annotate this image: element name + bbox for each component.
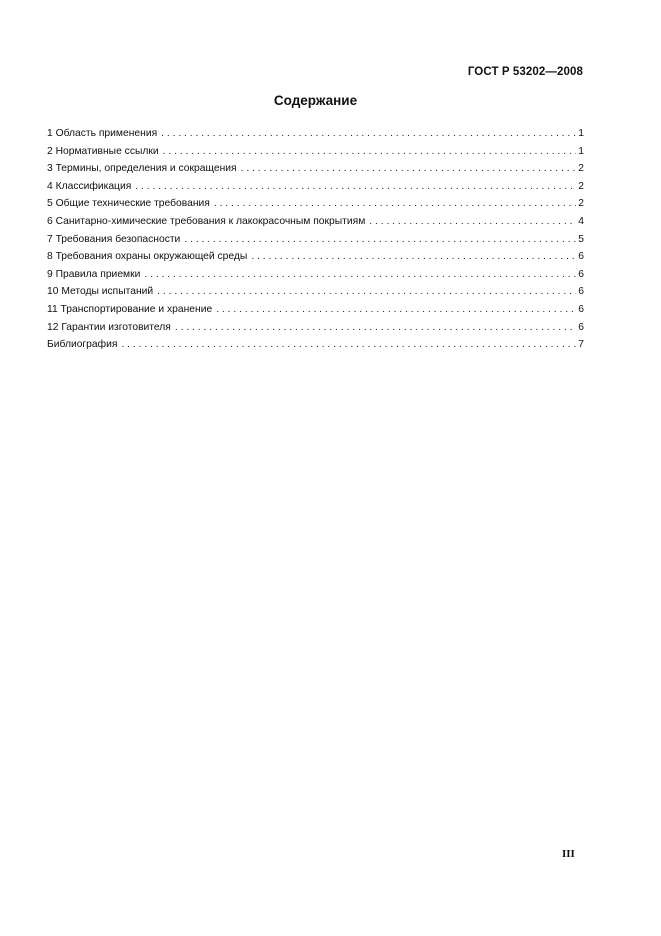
- toc-entry-label: 10 Методы испытаний: [47, 286, 154, 298]
- toc-entry[interactable]: [47, 283, 584, 301]
- toc-dot-leader: [121, 336, 576, 354]
- toc-dot-leader: [216, 301, 576, 319]
- toc-entry-page: 6: [578, 268, 584, 280]
- toc-dot-leader: [144, 266, 576, 284]
- toc-dot-leader: [161, 125, 576, 143]
- toc-entry-page: 6: [578, 286, 584, 298]
- toc-entry-page: 4: [578, 215, 584, 227]
- toc-entry-label: 11 Транспортирование и хранение: [47, 303, 213, 315]
- toc-entry[interactable]: [47, 248, 584, 266]
- toc-entry-label: 5 Общие технические требования: [47, 198, 210, 210]
- toc-entry[interactable]: [47, 231, 584, 249]
- toc-entry-page: 2: [578, 180, 584, 192]
- toc-entry-label: 9 Правила приемки: [47, 268, 141, 280]
- toc-entry-page: 5: [578, 233, 584, 245]
- toc-title: Содержание: [273, 93, 358, 108]
- toc-entry-page: 6: [578, 321, 584, 333]
- toc-dot-leader: [241, 160, 576, 178]
- toc-entry-label: 2 Нормативные ссылки: [47, 145, 159, 157]
- toc-entry[interactable]: [47, 266, 584, 284]
- toc-entry[interactable]: [47, 143, 584, 161]
- document-code: ГОСТ Р 53202—2008: [467, 66, 583, 78]
- toc-dot-leader: [251, 248, 576, 266]
- toc-entry-page: 7: [578, 339, 584, 351]
- toc-entry[interactable]: [47, 213, 584, 231]
- toc-entry-label: 7 Требования безопасности: [47, 233, 181, 245]
- toc-entry[interactable]: [47, 125, 584, 143]
- toc-dot-leader: [214, 195, 576, 213]
- toc-entry-page: 2: [578, 198, 584, 210]
- toc-dot-leader: [175, 319, 576, 337]
- toc-entry-label: Библиография: [47, 339, 118, 351]
- toc-entry-label: 6 Санитарно-химические требования к лакокрасочным покрытиям: [47, 215, 366, 227]
- toc-entry-label: 8 Требования охраны окружающей среды: [47, 251, 248, 263]
- toc-entry-label: 12 Гарантии изготовителя: [47, 321, 171, 333]
- toc-entry-page: 6: [578, 303, 584, 315]
- toc-dot-leader: [163, 143, 576, 161]
- toc-entry-page: 6: [578, 251, 584, 263]
- toc-entry-page: 2: [578, 163, 584, 175]
- toc-entry[interactable]: [47, 336, 584, 354]
- toc-entry-page: 1: [578, 145, 584, 157]
- toc-dot-leader: [184, 231, 576, 249]
- toc-entry[interactable]: [47, 160, 584, 178]
- toc-dot-leader: [157, 283, 576, 301]
- toc-entry-label: 4 Классификация: [47, 180, 132, 192]
- toc-entry-label: 1 Область применения: [47, 128, 158, 139]
- toc-entry[interactable]: [47, 195, 584, 213]
- page-number: III: [562, 848, 575, 860]
- toc-dot-leader: [369, 213, 576, 231]
- toc-entry-label: 3 Термины, определения и сокращения: [47, 163, 237, 175]
- toc-entry[interactable]: [47, 319, 584, 337]
- toc-dot-leader: [135, 178, 576, 196]
- toc-entry-page: 1: [578, 128, 584, 139]
- toc-entry[interactable]: [47, 178, 584, 196]
- table-of-contents: [47, 125, 584, 354]
- toc-entry[interactable]: [47, 301, 584, 319]
